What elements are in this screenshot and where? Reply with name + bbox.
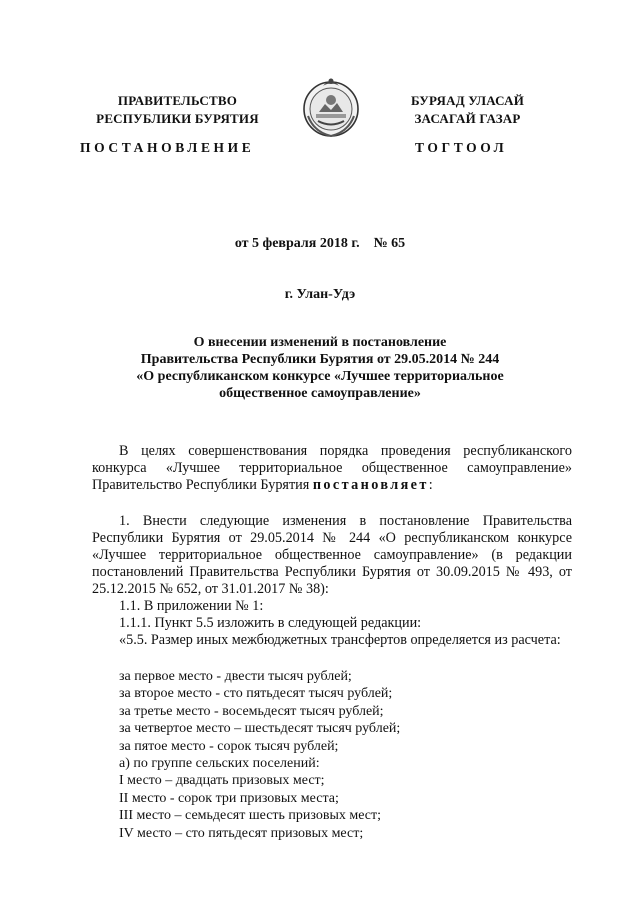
subject-line3: «О республиканском конкурсе «Лучшее территориальное — [136, 369, 504, 384]
government-line2: РЕСПУБЛИКИ БУРЯТИЯ — [96, 111, 259, 126]
list-item: I место – двадцать призовых мест; — [119, 773, 325, 789]
list-item: за третье место - восемьдесят тысяч рублей; — [119, 703, 384, 719]
preamble-text: В целях совершенствования порядка проведения республиканского конкурса «Лучшее территориальное общественное самоуправление» Правительство Республики Бурятия — [92, 443, 572, 493]
point-5-5: «5.5. Размер иных межбюджетных трансфертов определяется из расчета: — [119, 632, 561, 648]
list-item: за пятое место - сорок тысяч рублей; — [119, 738, 339, 754]
government-bua-line1: БУРЯАД УЛАСАЙ — [410, 93, 525, 108]
point-1 — [92, 513, 572, 649]
date-number: от 5 февраля 2018 г. № 65 — [234, 236, 406, 251]
point-1-1-1: 1.1.1. Пункт 5.5 изложить в следующей редакции: — [119, 615, 422, 631]
document-type-bua: ТОГТООЛ — [415, 140, 508, 155]
buryatia-emblem-icon — [300, 74, 362, 140]
resolves-word: постановляет — [312, 477, 429, 493]
city: г. Улан-Удэ — [284, 287, 356, 302]
government-line1: ПРАВИТЕЛЬСТВО — [117, 93, 238, 108]
list-item: за первое место - двести тысяч рублей; — [119, 669, 352, 684]
document-type-ru: ПОСТАНОВЛЕНИЕ — [80, 140, 255, 155]
government-bua-line2: ЗАСАГАЙ ГАЗАР — [414, 111, 521, 126]
preamble-colon: : — [428, 477, 433, 493]
document-subject — [90, 334, 550, 402]
preamble — [92, 443, 572, 494]
list-item: II место - сорок три призовых места; — [119, 790, 339, 806]
list-item: за четвертое место – шестьдесят тысяч рублей; — [119, 721, 401, 737]
point-1-1: 1.1. В приложении № 1: — [119, 598, 264, 614]
list-item: за второе место - сто пятьдесят тысяч рублей; — [119, 686, 393, 702]
places-list — [119, 668, 400, 842]
government-name-bua — [375, 92, 560, 128]
list-item: IV место – сто пятьдесят призовых мест; — [119, 825, 364, 841]
subject-line4: общественное самоуправление» — [219, 386, 421, 401]
subject-line2: Правительства Республики Бурятия от 29.05.2014 № 244 — [140, 352, 500, 367]
list-item: а) по группе сельских поселений: — [119, 756, 320, 772]
subject-line1: О внесении изменений в постановление — [193, 335, 447, 350]
government-name-ru — [70, 92, 285, 128]
list-item: III место – семьдесят шесть призовых мест; — [119, 808, 382, 824]
point-1-text: 1. Внести следующие изменения в постановление Правительства Республики Бурятия от 29.05.2014 № 244 «О республиканском конкурсе «Лучшее территориальное общественное самоуправление» (в редакции постановлений Правительства Республики Бурятия от 30.09.2015 № 493, от 25.12.2015 № 652, от 31.01.2017 № 38): — [92, 513, 572, 597]
